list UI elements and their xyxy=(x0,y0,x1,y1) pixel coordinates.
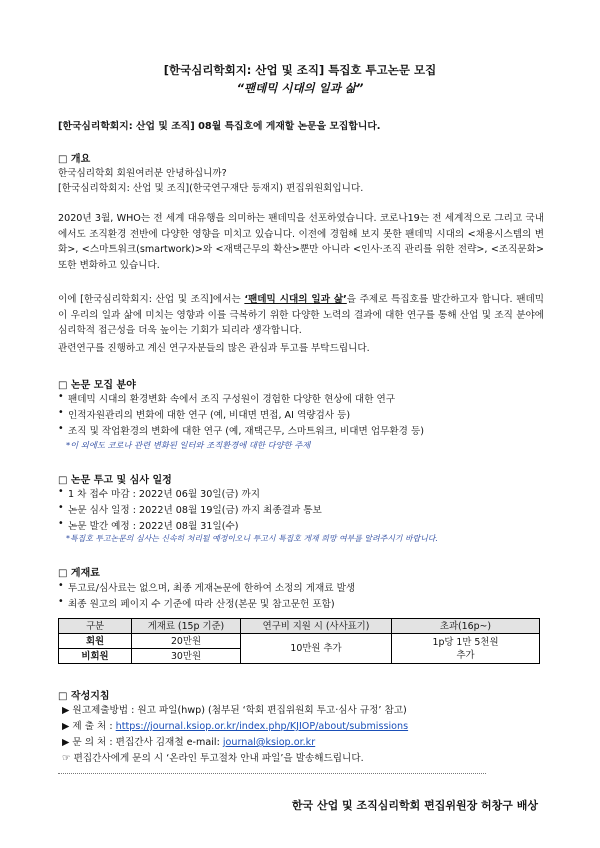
topics-heading: □ 논문 모집 분야 xyxy=(58,380,136,391)
guide-submit xyxy=(62,718,408,732)
row-fee: 20만원 xyxy=(132,634,241,649)
method-value: 원고 파일(hwp) (첨부된 ‘학회 편집위원회 투고·심사 규정’ 참고) xyxy=(137,705,407,716)
excess-line-2: 추가 xyxy=(456,649,475,661)
paragraph-2-body: 을 주제로 특집호를 발간하고자 합니다. 팬데믹이 우리의 일과 삶에 미치는 영향과 이를 극복하기 위한 다양한 노력의 결과에 대한 연구를 통해 산업 및 조직 분야에 심리학적 접근성을 더욱 높이는 기회가 되리라 생각합니다. xyxy=(58,294,544,337)
submission-link[interactable]: https://journal.ksiop.or.kr/index.php/KJIOP/about/submissions xyxy=(115,721,409,732)
schedule-item: • 논문 발간 예정 : 2022년 08월 31일(수) xyxy=(68,518,239,532)
fee-item: • 투고료/심사료는 없으며, 최종 게재논문에 한하여 소정의 게재료 발생 xyxy=(68,580,355,594)
schedule-note: *특집호 투고논문의 심사는 신속히 처리될 예정이오니 투고시 특집호 게재 희망 여부를 알려주시기 바랍니다. xyxy=(66,534,438,543)
row-fee: 30만원 xyxy=(132,649,241,664)
row-label: 비회원 xyxy=(59,649,132,664)
guide-heading: □ 작성지침 xyxy=(58,691,110,702)
schedule-item: • 논문 심사 일정 : 2022년 08월 19일(금) 까지 최종결과 통보 xyxy=(68,502,322,516)
row-label: 회원 xyxy=(59,634,132,649)
guide-method xyxy=(62,702,407,716)
grant-cell: 10만원 추가 xyxy=(241,634,392,664)
table-row xyxy=(59,634,540,649)
fee-item: • 최종 원고의 페이지 수 기준에 따라 산정(본문 및 참고문헌 포함) xyxy=(68,596,335,610)
schedule-item: • 1 차 접수 마감 : 2022년 06월 30일(금) 까지 xyxy=(68,486,260,500)
contact-label: ▶ 문 의 처 : xyxy=(62,737,116,748)
submit-label: ▶ 제 출 처 : xyxy=(62,721,116,732)
document-title: [한국심리학회지: 산업 및 조직] 특집호 투고논문 모집 xyxy=(163,63,437,77)
guide-tip: ☞ 편집간사에게 문의 시 ‘온라인 투고절차 안내 파일’을 발송해드립니다. xyxy=(62,753,364,764)
schedule-heading: □ 논문 투고 및 심사 일정 xyxy=(58,475,172,486)
overview-committee: [한국심리학회지: 산업 및 조직](한국연구재단 등재지) 편집위원회입니다. xyxy=(58,183,364,194)
overview-paragraph-2 xyxy=(58,292,544,339)
topics-note: *이 외에도 코로나 관련 변화된 일터와 조직환경에 대한 다양한 주제 xyxy=(66,440,311,450)
excess-line-1: 1p당 1만 5천원 xyxy=(432,636,499,648)
contact-email-link[interactable]: journal@ksiop.or.kr xyxy=(222,737,316,748)
method-label: ▶ 원고제출방법 : xyxy=(62,705,138,716)
special-issue-theme: ‘팬데믹 시대의 일과 삶’ xyxy=(244,294,347,305)
header-fee: 게재료 (15p 기준) xyxy=(132,619,241,634)
signature: 한국 산업 및 조직심리학회 편집위원장 허창구 배상 xyxy=(291,799,538,812)
fee-table-header xyxy=(59,619,540,634)
topic-item: • 인적자원관리의 변화에 대한 연구 (예, 비대면 면접, AI 역량검사 등) xyxy=(68,407,350,421)
fee-table xyxy=(58,618,540,664)
intro-line: [한국심리학회지: 산업 및 조직] 08월 특집호에 게재할 논문을 모집합니다. xyxy=(58,121,381,132)
document-subtitle: “팬데믹 시대의 일과 삶” xyxy=(236,81,364,95)
contact-value: 편집간사 김재철 e-mail: xyxy=(115,737,223,748)
excess-cell xyxy=(392,634,540,664)
overview-greeting: 한국심리학회 회원여러분 안녕하십니까? xyxy=(58,168,227,179)
overview-paragraph-1: 2020년 3월, WHO는 전 세계 대유행을 의미하는 팬데믹을 선포하였습니다. 코로나19는 전 세계적으로 그리고 국내에서도 조직환경 전반에 다양한 영향을 미치고 있습니다. 이전에 경험해 보지 못한 팬데믹 시대의 <채용시스템의 변화>, <스마트워크(smartwork)>와 <재택근무의 확산>뿐만 아니라 <인사·조직 관리를 위한 전략>, <조직문화> 또한 변화하고 있습니다. xyxy=(58,213,544,271)
overview-heading: □ 개요 xyxy=(58,154,91,165)
header-excess: 초과(16p~) xyxy=(392,619,540,634)
header-category: 구분 xyxy=(59,619,132,634)
topic-item: • 팬데믹 시대의 환경변화 속에서 조직 구성원이 경험한 다양한 현상에 대한 연구 xyxy=(68,391,395,405)
header-grant: 연구비 지원 시 (사사표기) xyxy=(241,619,392,634)
paragraph-2-intro: 이에 [한국심리학회지: 산업 및 조직]에서는 xyxy=(58,294,245,305)
divider xyxy=(58,773,486,774)
fees-heading: □ 게재료 xyxy=(58,568,100,579)
overview-closing: 관련연구를 진행하고 계신 연구자분들의 많은 관심과 투고를 부탁드립니다. xyxy=(58,343,370,354)
topic-item: • 조직 및 작업환경의 변화에 대한 연구 (예, 재택근무, 스마트워크, 비대면 업무환경 등) xyxy=(68,423,424,437)
guide-contact xyxy=(62,734,315,748)
